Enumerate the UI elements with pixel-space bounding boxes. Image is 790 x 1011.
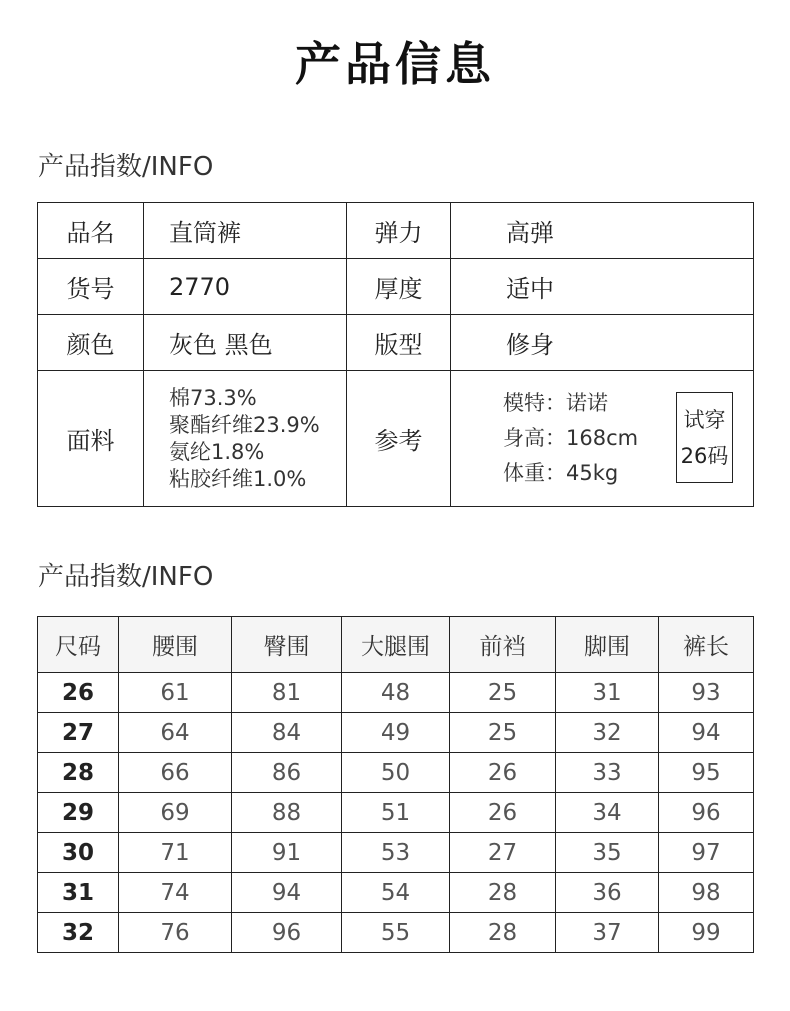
header-length: 裤长 — [659, 617, 754, 673]
fabric-line: 聚酯纤维23.9% — [169, 412, 320, 437]
model-name: 模特：诺诺 — [503, 391, 608, 415]
info-value-name: 直筒裤 — [144, 203, 347, 259]
measure-cell: 36 — [556, 873, 659, 913]
measure-cell: 51 — [342, 793, 450, 833]
measure-cell: 26 — [450, 753, 556, 793]
measure-cell: 71 — [119, 833, 232, 873]
table-row — [38, 873, 754, 913]
measure-cell: 27 — [450, 833, 556, 873]
measure-cell: 74 — [119, 873, 232, 913]
info-key-elastic: 弹力 — [347, 203, 451, 259]
table-row — [38, 713, 754, 753]
fabric-line: 粘胶纤维1.0% — [169, 466, 307, 491]
measure-cell: 25 — [450, 713, 556, 753]
info-row — [38, 315, 754, 371]
info-row — [38, 203, 754, 259]
try-on-label: 试穿 — [683, 407, 726, 432]
measure-cell: 28 — [450, 913, 556, 953]
info-value-reference — [451, 371, 754, 507]
size-cell: 30 — [38, 833, 119, 873]
try-on-size-box — [676, 392, 733, 483]
measure-cell: 94 — [659, 713, 754, 753]
measure-cell: 93 — [659, 673, 754, 713]
measure-cell: 53 — [342, 833, 450, 873]
try-on-size: 26码 — [680, 443, 729, 468]
table-row — [38, 793, 754, 833]
info-key-reference: 参考 — [347, 371, 451, 507]
info-value-elastic: 高弹 — [451, 203, 754, 259]
measure-cell: 99 — [659, 913, 754, 953]
table-row — [38, 753, 754, 793]
size-header-row — [38, 617, 754, 673]
header-thigh: 大腿围 — [342, 617, 450, 673]
size-cell: 27 — [38, 713, 119, 753]
measure-cell: 81 — [232, 673, 342, 713]
info-value-color: 灰色 黑色 — [144, 315, 347, 371]
measure-cell: 66 — [119, 753, 232, 793]
page-title: 产品信息 — [295, 37, 495, 91]
info-row — [38, 259, 754, 315]
measure-cell: 98 — [659, 873, 754, 913]
measure-cell: 69 — [119, 793, 232, 833]
section-label-product-info: 产品指数/INFO — [38, 152, 214, 182]
model-height: 身高：168cm — [503, 426, 639, 450]
measure-cell: 35 — [556, 833, 659, 873]
table-row — [38, 673, 754, 713]
measure-cell: 84 — [232, 713, 342, 753]
measure-cell: 97 — [659, 833, 754, 873]
measure-cell: 25 — [450, 673, 556, 713]
measure-cell: 50 — [342, 753, 450, 793]
header-waist: 腰围 — [119, 617, 232, 673]
measure-cell: 64 — [119, 713, 232, 753]
size-cell: 32 — [38, 913, 119, 953]
size-cell: 26 — [38, 673, 119, 713]
header-leg-opening: 脚围 — [556, 617, 659, 673]
measure-cell: 96 — [659, 793, 754, 833]
info-key-color: 颜色 — [38, 315, 144, 371]
info-key-code: 货号 — [38, 259, 144, 315]
measure-cell: 37 — [556, 913, 659, 953]
fabric-line: 氨纶1.8% — [169, 439, 265, 464]
measure-cell: 31 — [556, 673, 659, 713]
measure-cell: 33 — [556, 753, 659, 793]
measure-cell: 61 — [119, 673, 232, 713]
size-cell: 29 — [38, 793, 119, 833]
size-cell: 31 — [38, 873, 119, 913]
info-key-name: 品名 — [38, 203, 144, 259]
header-hip: 臀围 — [232, 617, 342, 673]
measure-cell: 54 — [342, 873, 450, 913]
measure-cell: 32 — [556, 713, 659, 753]
measure-cell: 55 — [342, 913, 450, 953]
info-value-code: 2770 — [144, 259, 347, 315]
info-value-fabric — [144, 371, 347, 507]
info-value-fit: 修身 — [451, 315, 754, 371]
info-value-thickness: 适中 — [451, 259, 754, 315]
measure-cell: 28 — [450, 873, 556, 913]
header-size: 尺码 — [38, 617, 119, 673]
header-front-rise: 前裆 — [450, 617, 556, 673]
size-chart-table — [37, 616, 754, 953]
product-info-table — [37, 202, 754, 507]
measure-cell: 96 — [232, 913, 342, 953]
table-row — [38, 913, 754, 953]
size-cell: 28 — [38, 753, 119, 793]
section-label-size-info: 产品指数/INFO — [38, 562, 214, 592]
info-key-fit: 版型 — [347, 315, 451, 371]
info-row — [38, 371, 754, 507]
measure-cell: 26 — [450, 793, 556, 833]
measure-cell: 86 — [232, 753, 342, 793]
measure-cell: 34 — [556, 793, 659, 833]
measure-cell: 95 — [659, 753, 754, 793]
measure-cell: 48 — [342, 673, 450, 713]
measure-cell: 91 — [232, 833, 342, 873]
measure-cell: 49 — [342, 713, 450, 753]
measure-cell: 94 — [232, 873, 342, 913]
info-key-fabric: 面料 — [38, 371, 144, 507]
measure-cell: 76 — [119, 913, 232, 953]
fabric-line: 棉73.3% — [169, 385, 257, 410]
model-weight: 体重：45kg — [503, 461, 619, 485]
measure-cell: 88 — [232, 793, 342, 833]
table-row — [38, 833, 754, 873]
info-key-thickness: 厚度 — [347, 259, 451, 315]
